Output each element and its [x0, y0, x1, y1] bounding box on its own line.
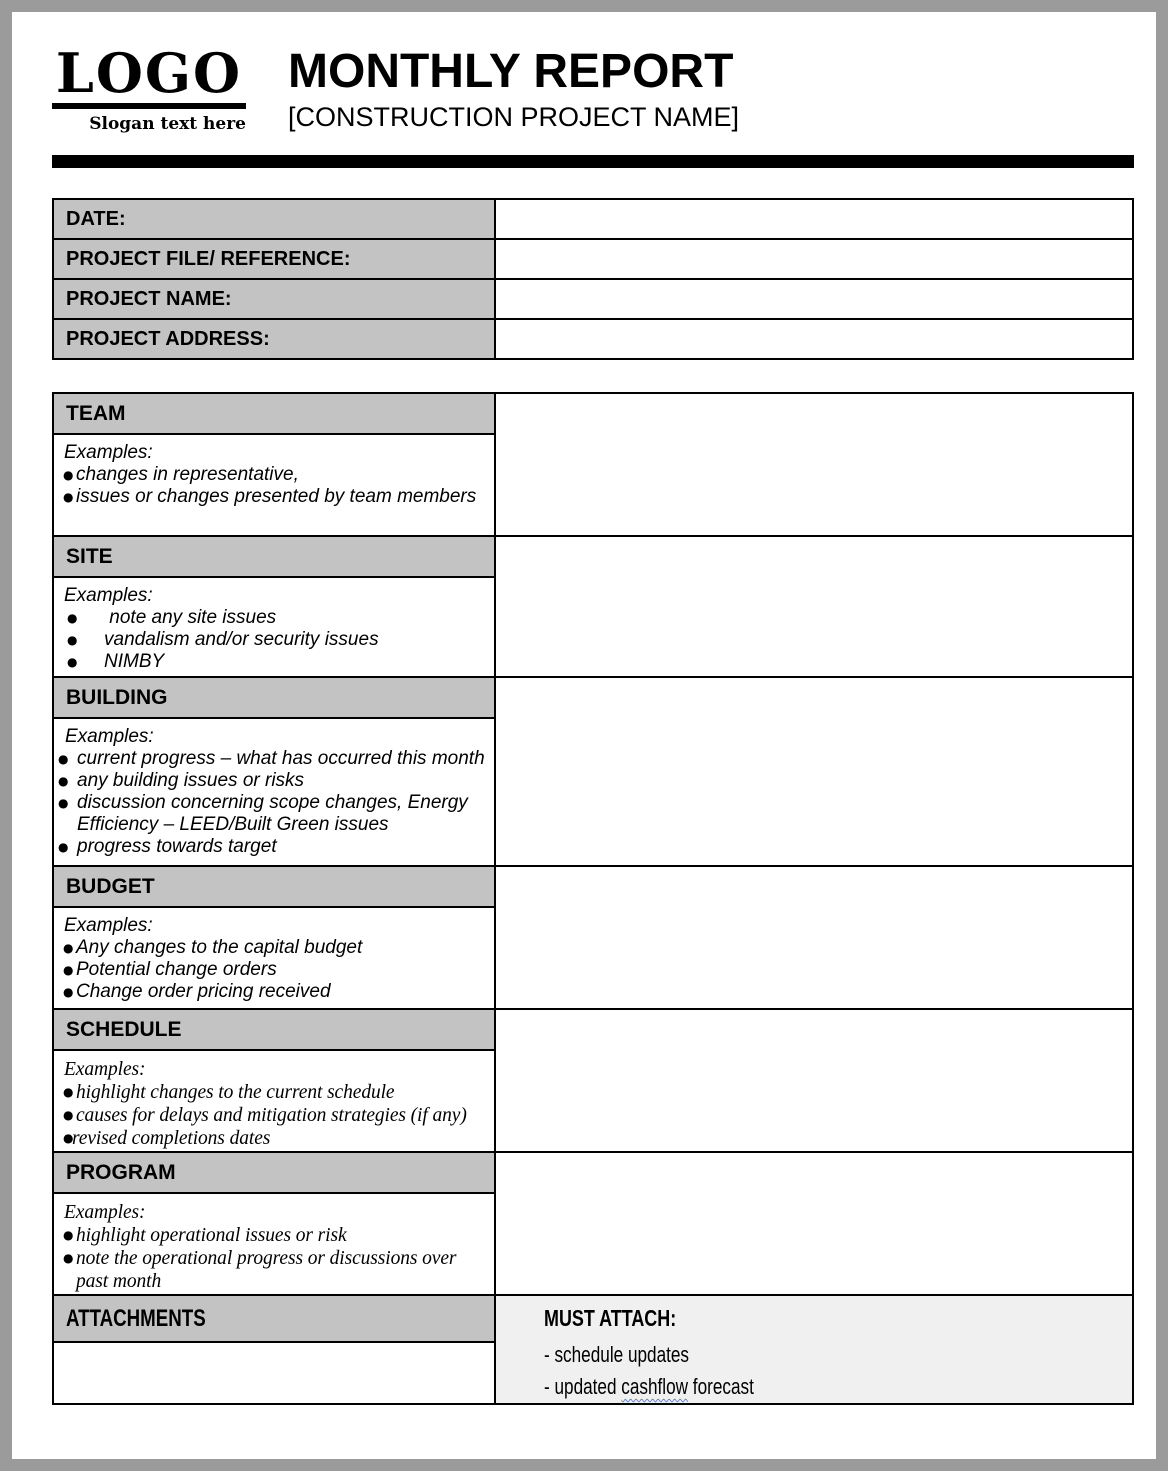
bullet-icon: ● — [58, 840, 69, 854]
info-label-file-reference: PROJECT FILE/ REFERENCE: — [53, 239, 495, 279]
title-block — [288, 46, 739, 133]
section-header-team: TEAM — [53, 393, 495, 434]
logo-slogan: Slogan text here — [89, 114, 246, 134]
bullet-text: highlight changes to the current schedule — [76, 1082, 395, 1103]
attachment-item-text: - updated — [544, 1374, 622, 1399]
attachment-item-text: forecast — [688, 1374, 754, 1399]
spellcheck-underlined-word: cashflow — [621, 1374, 689, 1399]
bullet-icon: ● — [63, 985, 74, 999]
section-examples-site — [53, 577, 495, 677]
section-header-budget: BUDGET — [53, 866, 495, 907]
list-item — [54, 651, 488, 673]
info-label-date: DATE: — [53, 199, 495, 239]
bullet-icon: ● — [63, 490, 74, 504]
bullet-icon: ● — [58, 774, 69, 788]
section-header-site: SITE — [53, 536, 495, 577]
examples-label: Examples: — [64, 915, 153, 936]
bullet-icon: ● — [63, 468, 74, 482]
project-info-table — [52, 198, 1134, 360]
info-row-date — [53, 199, 1133, 239]
list-item — [54, 1127, 488, 1150]
list-item — [54, 748, 488, 770]
list-item — [54, 629, 488, 651]
bullet-text: vandalism and/or security issues — [104, 629, 379, 650]
list-item — [54, 836, 488, 858]
section-examples-schedule — [53, 1050, 495, 1152]
bullet-text: note any site issues — [104, 607, 277, 628]
divider-bar — [52, 155, 1134, 168]
list-item — [54, 1104, 488, 1127]
page-title: MONTHLY REPORT — [288, 45, 734, 98]
must-attach-label: MUST ATTACH: — [544, 1305, 677, 1331]
section-header-building: BUILDING — [53, 677, 495, 718]
attachments-input-cell[interactable] — [53, 1342, 495, 1404]
list-item — [54, 1224, 488, 1247]
bullet-icon: ● — [63, 1228, 74, 1242]
bullet-icon: ● — [63, 1131, 74, 1145]
bullet-text: revised completions dates — [72, 1128, 271, 1149]
bullet-icon: ● — [63, 963, 74, 977]
examples-label: Examples: — [64, 585, 153, 606]
info-value-date[interactable] — [495, 199, 1133, 239]
list-item — [54, 770, 488, 792]
list-item — [54, 464, 488, 486]
bullet-icon: ● — [58, 752, 69, 766]
attachment-item — [544, 1371, 754, 1403]
bullet-text: current progress – what has occurred this month — [77, 748, 485, 769]
report-sections-table — [52, 392, 1134, 1405]
list-item — [54, 937, 488, 959]
section-input-program[interactable] — [495, 1152, 1133, 1295]
bullet-icon: ● — [67, 655, 78, 669]
section-input-budget[interactable] — [495, 866, 1133, 1009]
bullet-text: NIMBY — [104, 651, 165, 672]
bullet-text: changes in representative, — [76, 464, 299, 485]
bullet-text: discussion concerning scope changes, Energy Efficiency – LEED/Built Green issues — [77, 792, 474, 835]
bullet-icon: ● — [58, 796, 69, 810]
bullet-icon: ● — [67, 633, 78, 647]
section-input-team[interactable] — [495, 393, 1133, 536]
bullet-icon: ● — [63, 941, 74, 955]
bullet-icon: ● — [63, 1085, 74, 1099]
list-item — [54, 792, 488, 836]
bullet-icon: ● — [67, 611, 78, 625]
list-item — [54, 1081, 488, 1104]
info-value-project-name[interactable] — [495, 279, 1133, 319]
examples-label: Examples: — [64, 1202, 146, 1223]
bullet-text: Potential change orders — [76, 959, 277, 980]
section-header-schedule: SCHEDULE — [53, 1009, 495, 1050]
report-header — [52, 41, 1156, 134]
section-header-program: PROGRAM — [53, 1152, 495, 1193]
list-item — [54, 1247, 488, 1293]
list-item — [54, 981, 488, 1003]
bullet-text: progress towards target — [77, 836, 277, 857]
document-page — [12, 12, 1156, 1459]
info-value-file-reference[interactable] — [495, 239, 1133, 279]
examples-label: Examples: — [64, 1059, 146, 1080]
attachments-title: ATTACHMENTS — [66, 1304, 206, 1332]
bullet-text: Any changes to the capital budget — [76, 937, 363, 958]
info-row-project-name — [53, 279, 1133, 319]
section-header-attachments — [53, 1295, 495, 1342]
bullet-text: highlight operational issues or risk — [76, 1225, 347, 1246]
bullet-text: note the operational progress or discussions over past month — [76, 1248, 462, 1292]
bullet-icon: ● — [63, 1251, 74, 1265]
bullet-text: causes for delays and mitigation strategies (if any) — [76, 1105, 467, 1126]
list-item — [54, 607, 488, 629]
logo-text: LOGO — [52, 46, 246, 109]
section-examples-budget — [53, 907, 495, 1009]
info-label-project-name: PROJECT NAME: — [53, 279, 495, 319]
section-input-site[interactable] — [495, 536, 1133, 677]
attachment-item: - schedule updates — [544, 1342, 690, 1367]
page-subtitle: [CONSTRUCTION PROJECT NAME] — [288, 101, 740, 132]
list-item — [54, 959, 488, 981]
info-row-project-address — [53, 319, 1133, 359]
section-examples-program — [53, 1193, 495, 1295]
bullet-icon: ● — [63, 1108, 74, 1122]
company-logo — [52, 41, 246, 134]
examples-label: Examples: — [65, 726, 154, 747]
examples-label: Examples: — [64, 442, 153, 463]
bullet-text: issues or changes presented by team members — [76, 486, 477, 507]
attachments-note-cell — [495, 1295, 1133, 1404]
info-label-project-address: PROJECT ADDRESS: — [53, 319, 495, 359]
bullet-text: any building issues or risks — [77, 770, 305, 791]
section-input-building[interactable] — [495, 677, 1133, 866]
section-input-schedule[interactable] — [495, 1009, 1133, 1152]
info-value-project-address[interactable] — [495, 319, 1133, 359]
list-item — [54, 486, 488, 508]
bullet-text: Change order pricing received — [76, 981, 331, 1002]
info-row-file-reference — [53, 239, 1133, 279]
section-examples-team — [53, 434, 495, 536]
section-examples-building — [53, 718, 495, 866]
